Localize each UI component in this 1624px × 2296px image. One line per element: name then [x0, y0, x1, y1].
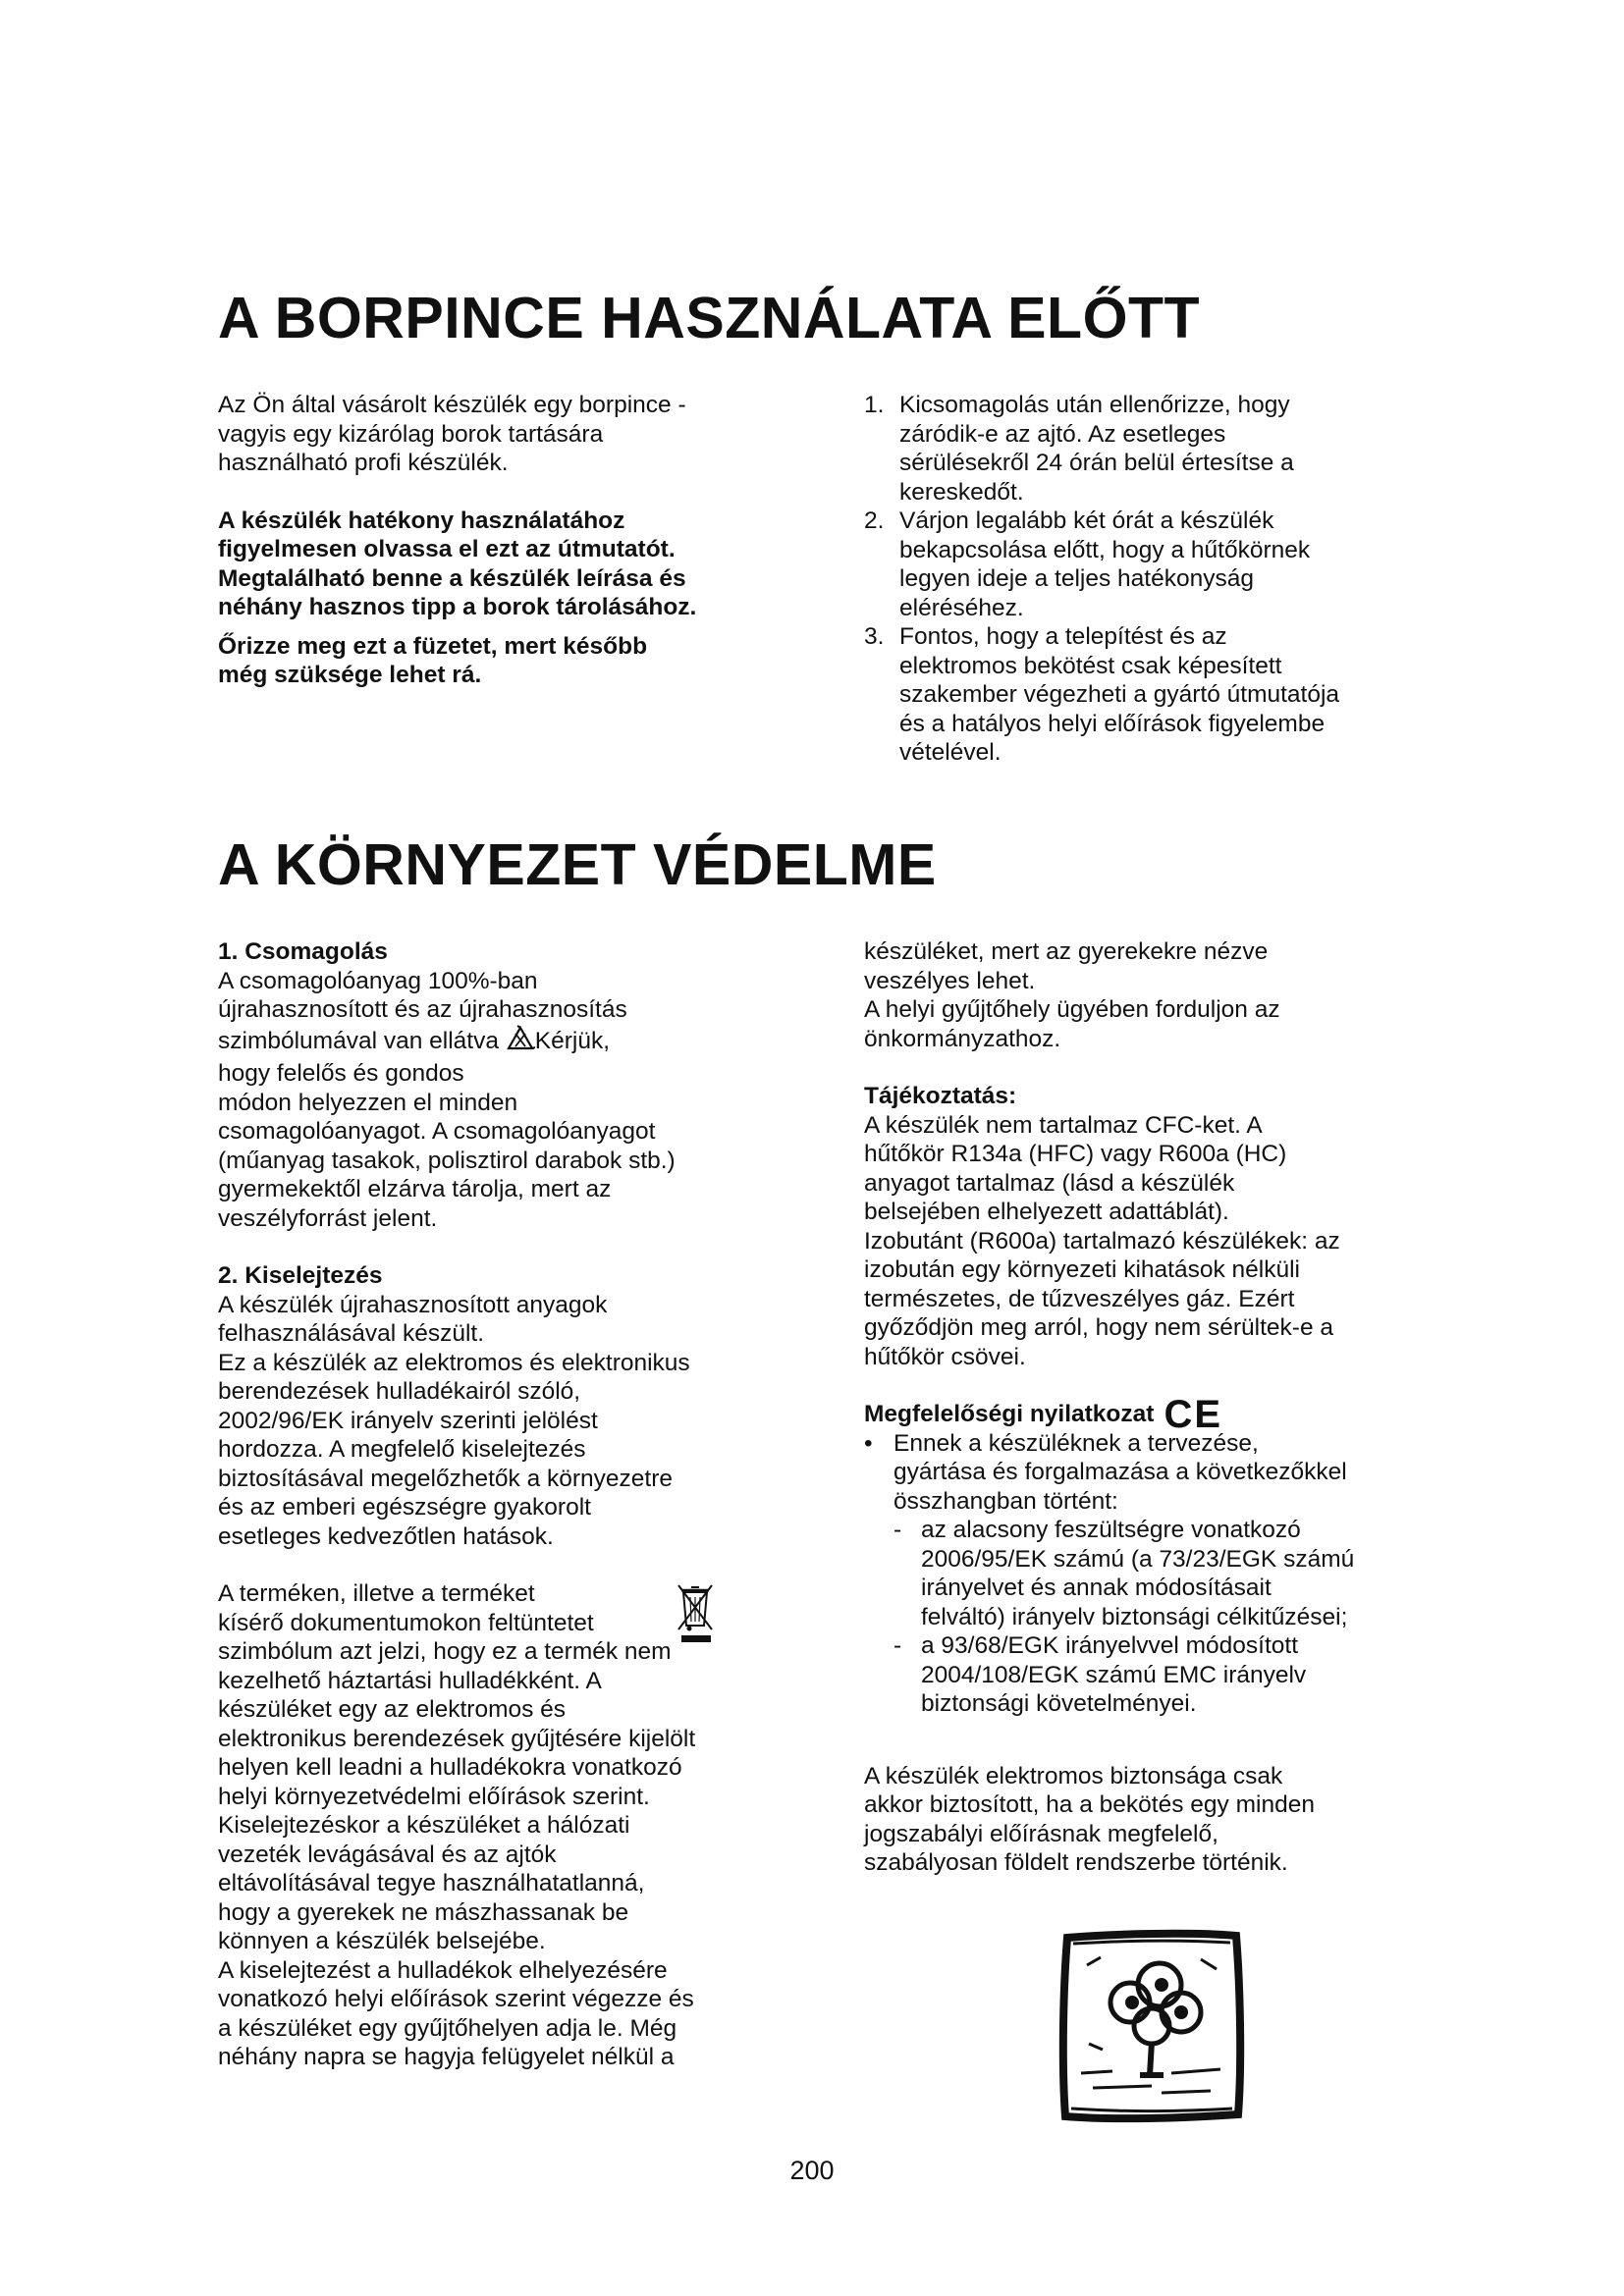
disposal-heading: 2. Kiselejtezés — [218, 1262, 383, 1289]
text-line: A készülék elektromos biztonsága csak — [864, 1762, 1283, 1789]
text-line: helyi környezetvédelmi előírások szerint. — [218, 1783, 650, 1810]
text-line: az alacsony feszültségre vonatkozó — [921, 1517, 1301, 1543]
text-line: vagyis egy kizárólag borok tartására — [218, 420, 604, 448]
text-line: felhasználásával készült. — [218, 1320, 485, 1347]
text-line: szakember végezheti a gyártó útmutatója — [899, 681, 1340, 708]
text-line: vételével. — [899, 739, 1001, 766]
conformity-heading — [864, 1393, 1434, 1436]
text-line: A helyi gyűjtőhely ügyében forduljon az — [864, 996, 1280, 1023]
text-line: irányelvet és annak módosításait — [921, 1575, 1272, 1601]
text-line: Őrizze meg ezt a füzetet, mert később — [218, 632, 648, 660]
step-number: 3. — [864, 623, 885, 650]
text-line: akkor biztosított, ha a bekötés egy minden — [864, 1791, 1315, 1818]
text-line: sérülésekről 24 órán belül értesítse a — [899, 450, 1294, 476]
text-line: izobután egy környezeti kihatások nélküli — [864, 1256, 1300, 1283]
text-line: szimbólumával van ellátva — [218, 1027, 499, 1054]
text-line: hogy felelős és gondos — [218, 1060, 464, 1087]
text-line: Várjon legalább két órát a készülék — [899, 507, 1274, 534]
text-line: biztosításával megelőzhetők a környezetre — [218, 1465, 674, 1492]
conformity-bullet — [864, 1429, 1434, 1517]
information-paragraph — [864, 1111, 1434, 1372]
text-line: anyagot tartalmaz (lásd a készülék — [864, 1169, 1235, 1197]
text-line: vezeték levágásával és az ajtók — [218, 1841, 557, 1868]
text-line: győződjön meg arról, hogy nem sérültek-e a — [864, 1314, 1334, 1341]
text-line: A készülék hatékony használatához — [218, 507, 625, 534]
text-line: és a hatályos helyi előírások figyelembe — [899, 710, 1326, 737]
before-use-steps — [864, 391, 1414, 768]
text-line: Izobutánt (R600a) tartalmazó készülékek: az — [864, 1227, 1340, 1255]
dash-marker: - — [893, 1517, 902, 1543]
environment-tree-logo-icon — [1054, 1926, 1248, 2126]
ce-mark-icon: CE — [1164, 1393, 1223, 1436]
text-line: Kiselejtezéskor a készüléket a hálózati — [218, 1812, 630, 1839]
text-line: összhangban történt: — [893, 1487, 1118, 1515]
text-line: kezelhető háztartási hulladékként. A — [218, 1667, 602, 1694]
text-line: csomagolóanyagot. A csomagolóanyagot — [218, 1118, 656, 1145]
text-line: használható profi készülék. — [218, 450, 509, 476]
text-line: legyen ideje a teljes hatékonyság — [899, 565, 1254, 592]
text-line: szabályosan földelt rendszerbe történik. — [864, 1849, 1288, 1876]
text-line: jogszabályi előírásnak megfelelő, — [864, 1820, 1218, 1847]
step-item — [864, 507, 1414, 622]
packaging-heading: 1. Csomagolás — [218, 938, 388, 965]
text-line: figyelmesen olvassa el ezt az útmutatót. — [218, 536, 676, 562]
text-line: néhány hasznos tipp a borok tárolásához. — [218, 594, 697, 620]
text-line: Ez a készülék az elektromos és elektronikus — [218, 1349, 690, 1376]
crossed-out-bin-icon — [676, 1582, 715, 1643]
text-line: felváltó) irányelv biztonsági célkitűzései; — [921, 1603, 1348, 1630]
text-line: újrahasznosított és az újrahasznosítás — [218, 996, 627, 1023]
environment-right-column — [864, 937, 1434, 1878]
text-line: módon helyezzen el minden — [218, 1089, 518, 1116]
information-heading: Tájékoztatás: — [864, 1083, 1017, 1109]
text-line: (műanyag tasakok, polisztirol darabok stb.) — [218, 1147, 676, 1174]
text-line: A készülék nem tartalmaz CFC-ket. A — [864, 1111, 1263, 1139]
text-line: A csomagolóanyag 100%-ban — [218, 967, 538, 994]
text-line: 2006/95/EK számú (a 73/23/EGK számú — [921, 1545, 1355, 1573]
text-line: hogy a gyerekek ne mászhassanak be — [218, 1898, 629, 1926]
keep-booklet-note — [218, 632, 807, 690]
disposal-paragraph-1 — [218, 1291, 787, 1552]
text-line: veszélyes lehet. — [864, 967, 1036, 994]
recycling-icon — [506, 1025, 535, 1060]
text-line: elektronikus berendezések gyűjtésére kijelölt — [218, 1725, 696, 1752]
text-line: Kicsomagolás után ellenőrizze, hogy — [899, 392, 1290, 418]
text-line: Ennek a készüléknek a tervezése, — [893, 1429, 1259, 1457]
text-line: könnyen a készülék belsejébe. — [218, 1928, 546, 1954]
text-line: bekapcsolása előtt, hogy a hűtőkörnek — [899, 536, 1311, 563]
text-line: eléréséhez. — [899, 594, 1024, 621]
step-number: 2. — [864, 507, 885, 534]
text-line: helyen kell leadni a hulladékokra vonatkozó — [218, 1754, 682, 1781]
text-line: 2004/108/EGK számú EMC irányelv — [921, 1661, 1307, 1688]
text-line: kísérő dokumentumokon feltüntetet — [218, 1609, 594, 1636]
environment-left-column — [218, 937, 787, 2072]
section-title-environment: A KÖRNYEZET VÉDELME — [218, 832, 937, 897]
text-line: 2002/96/EK irányelv szerinti jelölést — [218, 1407, 598, 1434]
text-line: néhány napra se hagyja felügyelet nélkül a — [218, 2044, 675, 2070]
section-title-before-use: A BORPINCE HASZNÁLATA ELŐTT — [218, 286, 1201, 350]
text-line: természetes, de tűzveszélyes gáz. Ezért — [864, 1285, 1295, 1312]
text-line: még szüksége lehet rá. — [218, 662, 482, 688]
text-line: esetleges kedvezőtlen hatások. — [218, 1522, 554, 1550]
read-manual-note — [218, 507, 807, 622]
electrical-safety-paragraph — [864, 1762, 1434, 1878]
text-line: Kérjük, — [534, 1027, 611, 1054]
step-item — [864, 391, 1414, 507]
bullet-marker: • — [864, 1429, 873, 1457]
text-line: önkormányzathoz. — [864, 1025, 1061, 1052]
conformity-dash-item — [864, 1631, 1434, 1719]
text-line: A kiselejtezést a hulladékok elhelyezésére — [218, 1956, 668, 1984]
text-line: készüléket, mert az gyerekekre nézve — [864, 938, 1269, 965]
text-line: gyermekektől elzárva tárolja, mert az — [218, 1176, 612, 1202]
disposal-continued — [864, 937, 1434, 1053]
text-line: berendezések hulladékairól szóló, — [218, 1378, 581, 1405]
text-line: készüléket egy az elektromos és — [218, 1696, 567, 1723]
text-line: Fontos, hogy a telepítést és az — [899, 623, 1227, 650]
step-number: 1. — [864, 392, 885, 418]
disposal-paragraph-2 — [218, 1579, 787, 2072]
text-line: a 93/68/EGK irányelvvel módosított — [921, 1632, 1299, 1659]
text-line: vonatkozó helyi előírások szerint végezze és — [218, 1986, 694, 2012]
text-line: Megtalálható benne a készülék leírása és — [218, 564, 686, 592]
text-line: biztonsági követelményei. — [921, 1690, 1197, 1717]
text-line: eltávolításával tegye használhatatlanná, — [218, 1870, 645, 1896]
text-line: és az emberi egészségre gyakorolt — [218, 1494, 591, 1521]
conformity-heading-text: Megfelelőségi nyilatkozat — [864, 1401, 1155, 1427]
text-line: kereskedőt. — [899, 478, 1024, 506]
text-line: záródik-e az ajtó. Az esetleges — [899, 420, 1226, 448]
text-line: A készülék újrahasznosított anyagok — [218, 1291, 608, 1318]
dash-marker: - — [893, 1632, 902, 1659]
text-line: szimbólum azt jelzi, hogy ez a termék nem — [218, 1638, 672, 1665]
page-number: 200 — [789, 2156, 835, 2185]
text-line: hordozza. A megfelelő kiselejtezés — [218, 1436, 586, 1463]
text-line: elektromos bekötést csak képesített — [899, 652, 1282, 679]
text-line: gyártása és forgalmazása a következőkkel — [893, 1459, 1347, 1485]
text-line: a készüléket egy gyűjtőhelyen adja le. Még — [218, 2014, 677, 2042]
text-line: hűtőkör R134a (HFC) vagy R600a (HC) — [864, 1141, 1287, 1167]
before-use-left-column — [218, 391, 807, 690]
text-line: A terméken, illetve a terméket — [218, 1580, 535, 1607]
text-line: veszélyforrást jelent. — [218, 1204, 438, 1232]
step-item — [864, 622, 1414, 768]
text-line: hűtőkör csövei. — [864, 1343, 1026, 1370]
text-line: belsejében elhelyezett adattáblát). — [864, 1199, 1229, 1225]
packaging-paragraph — [218, 967, 787, 1234]
intro-paragraph — [218, 391, 807, 478]
conformity-dash-item — [864, 1516, 1434, 1631]
text-line: Az Ön által vásárolt készülék egy borpince - — [218, 392, 686, 418]
